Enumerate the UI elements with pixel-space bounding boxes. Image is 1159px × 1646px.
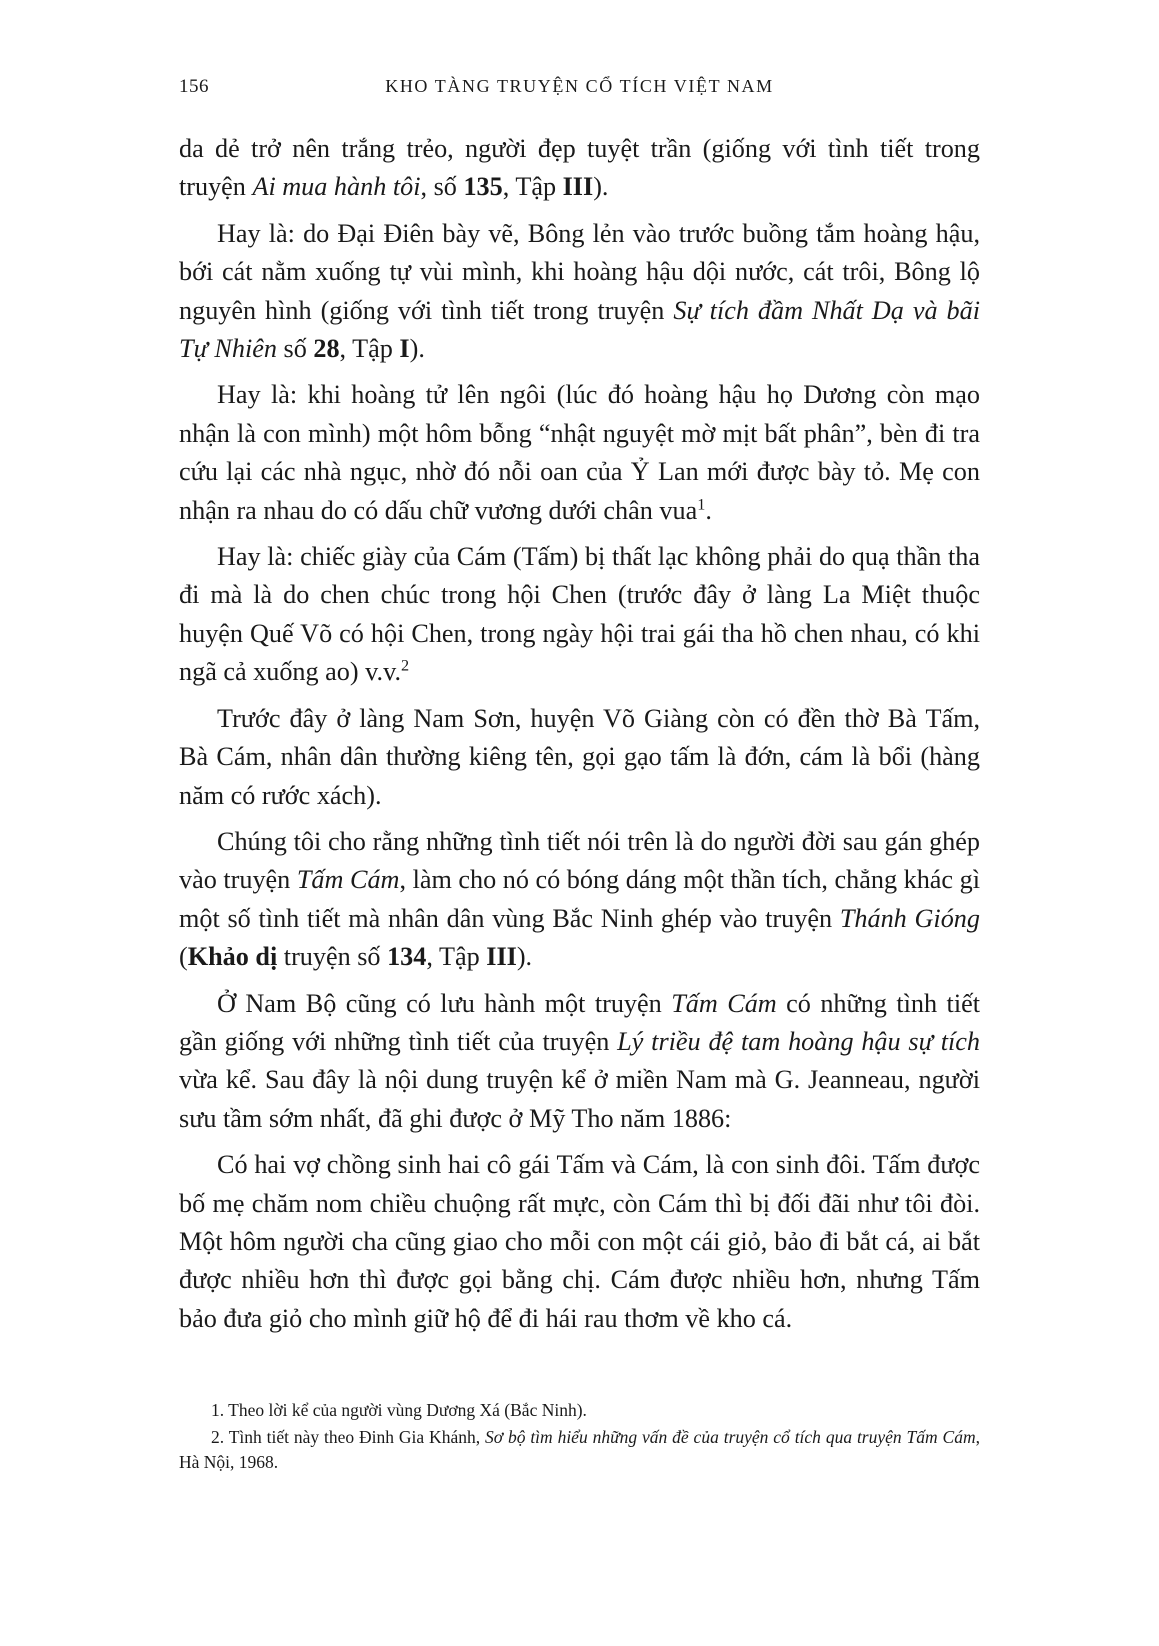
- variant-label: Khảo dị: [187, 942, 278, 972]
- text-run: , làm cho nó có bóng dáng một thần tích, chẳng khác gì một số tình tiết mà nhân dân vùng Bắc Ninh ghép vào truyện: [179, 865, 980, 933]
- footnote-2: [179, 1425, 980, 1475]
- paragraph-8: [179, 1146, 980, 1338]
- text-run: da dẻ trở nên trắng trẻo, người đẹp tuyệt trần (giống với tình tiết trong truyện: [179, 134, 980, 202]
- paragraph-4: [179, 538, 980, 692]
- story-title: Tấm Cám: [671, 988, 777, 1018]
- running-title: KHO TÀNG TRUYỆN CỔ TÍCH VIỆT NAM: [385, 76, 774, 96]
- text-run: truyện số: [277, 942, 388, 972]
- body-text: [179, 130, 980, 1346]
- text-run: Có hai vợ chồng sinh hai cô gái Tấm và Cám, là con sinh đôi. Tấm được bố mẹ chăm nom chiều chuộng rất mực, còn Cám thì bị đối đãi như tôi đòi. Một hôm người cha cũng giao cho mỗi con một cái giỏ, bảo đi bắt cá, ai bắt được nhiều hơn thì được gọi bằng chị. Cám được nhiều hơn, nhưng Tấm bảo đưa giỏ cho mình giữ hộ để đi hái rau thơm về kho cá.: [179, 1150, 980, 1333]
- story-number: 28: [313, 334, 340, 364]
- text-run: vừa kể. Sau đây là nội dung truyện kể ở miền Nam mà G. Jeanneau, người sưu tầm sớm nhất, đã ghi được ở Mỹ Tho năm 1886:: [179, 1065, 980, 1133]
- volume-number: I: [399, 334, 410, 364]
- paragraph-1: [179, 130, 980, 207]
- text-run: ).: [516, 942, 533, 972]
- text-run: Ở Nam Bộ cũng có lưu hành một truyện: [217, 988, 672, 1018]
- volume-number: III: [562, 172, 594, 202]
- work-title: Sơ bộ tìm hiểu những vấn đề của truyện cổ tích qua truyện Tấm Cám: [484, 1427, 976, 1447]
- text-run: , Tập: [339, 334, 400, 364]
- story-title: Tấm Cám: [296, 865, 400, 895]
- story-title: Lý triều đệ tam hoàng hậu sự tích: [617, 1026, 980, 1056]
- paragraph-3: [179, 376, 980, 530]
- story-title: Ai mua hành tôi: [252, 172, 421, 202]
- text-run: ).: [593, 172, 609, 202]
- text-run: , Tập: [426, 942, 487, 972]
- footnote-ref-2[interactable]: 2: [401, 656, 410, 675]
- text-run: , số: [420, 172, 464, 202]
- text-run: (: [179, 942, 188, 972]
- text-run: Hay là: chiếc giày của Cám (Tấm) bị thất lạc không phải do quạ thần tha đi mà là do chen chúc trong hội Chen (trước đây ở làng La Miệt thuộc huyện Quế Võ có hội Chen, trong ngày hội trai gái tha hồ chen nhau, có khi ngã cả xuống ao) v.v.: [179, 542, 980, 687]
- text-run: Hay là: do Đại Điên bày vẽ, Bông lẻn vào trước buồng tắm hoàng hậu, bới cát nằm xuống tự vùi mình, khi hoàng hậu dội nước, cát trôi, Bông lộ nguyên hình (giống với tình tiết trong truyện: [179, 218, 980, 325]
- page-number: 156: [179, 76, 209, 97]
- page-header: [179, 76, 980, 110]
- text-run: .: [705, 495, 712, 525]
- text-run: có những tình tiết gần giống với những tình tiết của truyện: [179, 988, 980, 1056]
- text-run: 2. Tình tiết này theo Đinh Gia Khánh,: [211, 1427, 485, 1447]
- paragraph-2: [179, 215, 980, 369]
- text-run: ).: [409, 334, 425, 364]
- story-title: Sự tích đầm Nhất Dạ và bãi Tự Nhiên: [179, 295, 980, 364]
- text-run: , Hà Nội, 1968.: [179, 1427, 980, 1472]
- story-number: 135: [463, 172, 503, 202]
- text-run: Hay là: khi hoàng tử lên ngôi (lúc đó hoàng hậu họ Dương còn mạo nhận là con mình) một hôm bỗng “nhật nguyệt mờ mịt bất phân”, bèn đi tra cứu lại các nhà ngục, nhờ đó nỗi oan của Ỷ Lan mới được bày tỏ. Mẹ con nhận ra nhau do có dấu chữ vương dưới chân vua: [179, 380, 980, 525]
- footnote-1: [179, 1398, 980, 1423]
- text-run: Chúng tôi cho rằng những tình tiết nói trên là do người đời sau gán ghép vào truyện: [179, 826, 980, 895]
- volume-number: III: [486, 942, 517, 972]
- paragraph-7: [179, 985, 980, 1139]
- story-title: Thánh Gióng: [839, 903, 980, 933]
- paragraph-6: [179, 823, 980, 977]
- story-number: 134: [387, 942, 427, 972]
- text-run: Trước đây ở làng Nam Sơn, huyện Võ Giàng còn có đền thờ Bà Tấm, Bà Cám, nhân dân thường kiêng tên, gọi gạo tấm là đớn, cám là bổi (hàng năm có rước xách).: [179, 703, 980, 810]
- footnote-ref-1[interactable]: 1: [697, 494, 706, 513]
- text-run: , Tập: [502, 172, 563, 202]
- paragraph-5: [179, 700, 980, 815]
- text-run: 1. Theo lời kể của người vùng Dương Xá (Bắc Ninh).: [211, 1400, 587, 1420]
- text-run: số: [276, 334, 314, 364]
- footnotes: [179, 1398, 980, 1477]
